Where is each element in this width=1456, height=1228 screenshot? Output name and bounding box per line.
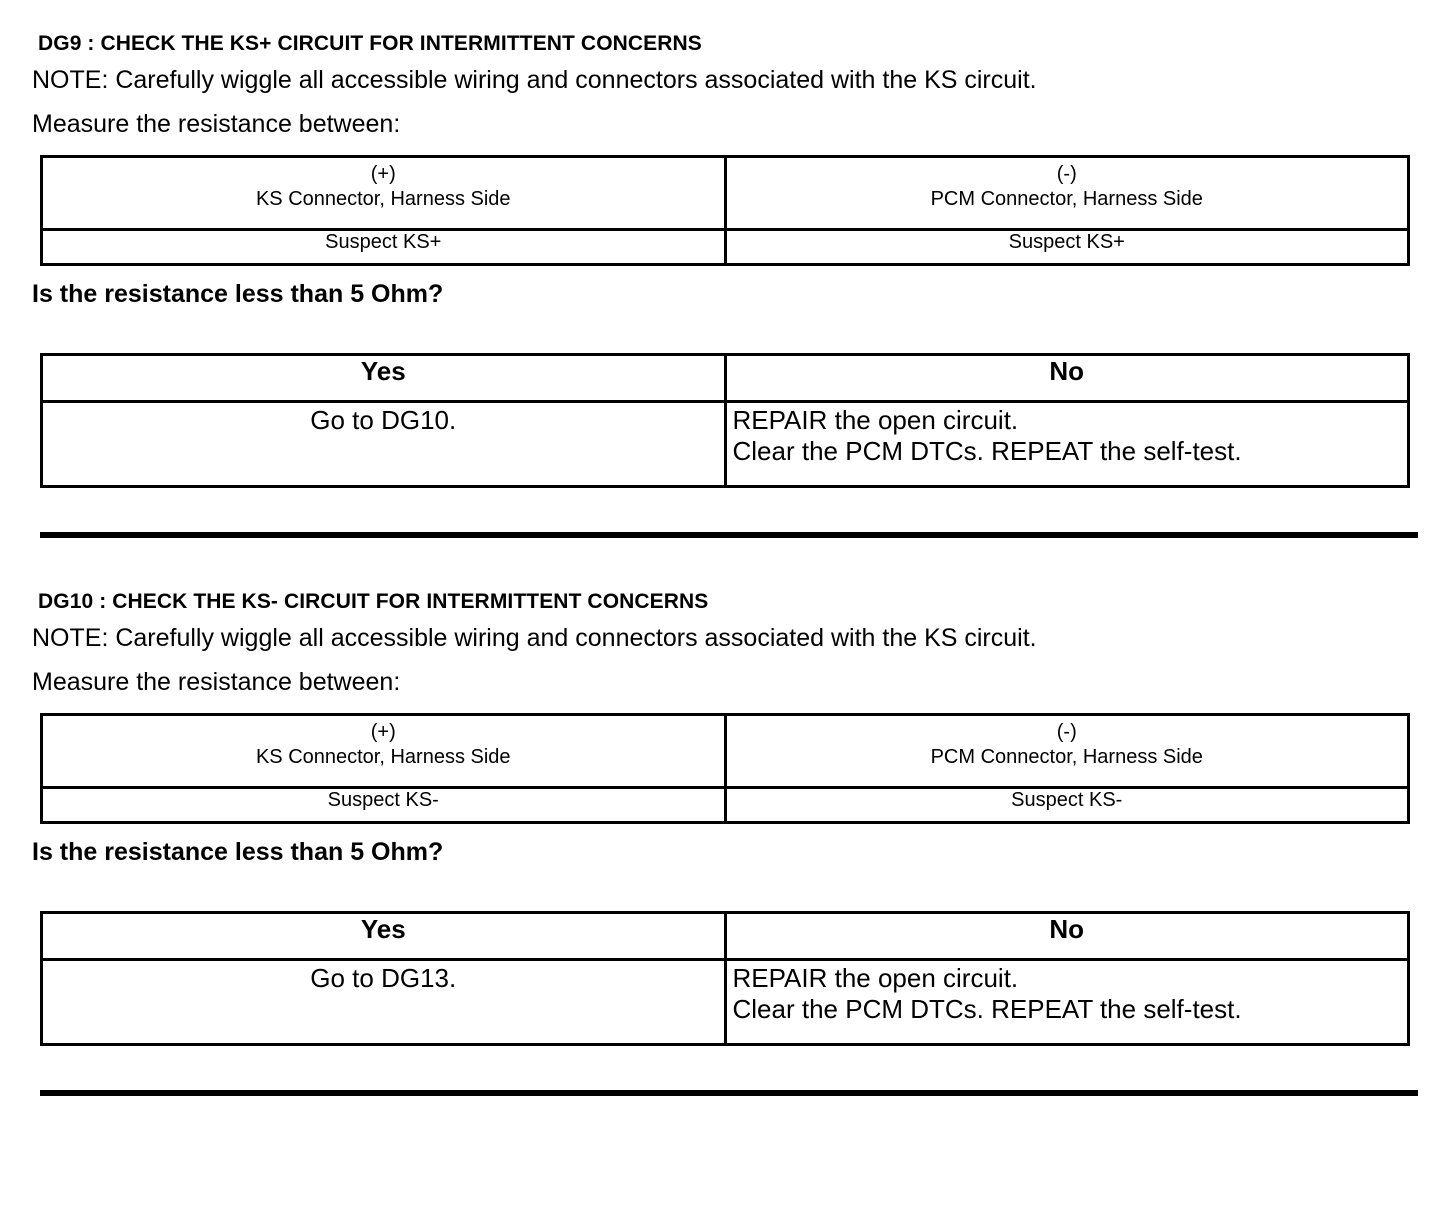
no-header-cell bbox=[725, 355, 1409, 402]
yes-action-cell bbox=[42, 960, 726, 1045]
no-action-line-1: REPAIR the open circuit. bbox=[732, 963, 1019, 993]
positive-connector-label: KS Connector, Harness Side bbox=[255, 746, 511, 768]
negative-terminal-cell bbox=[725, 715, 1409, 788]
yes-action-text: Go to DG13. bbox=[310, 963, 457, 993]
no-action-line-2: Clear the PCM DTCs. REPEAT the self-test. bbox=[732, 435, 1242, 466]
table-row bbox=[42, 355, 1409, 402]
table-row bbox=[42, 788, 1409, 823]
measurement-table bbox=[40, 155, 1410, 266]
negative-connector-label: PCM Connector, Harness Side bbox=[930, 188, 1203, 210]
no-header-label: No bbox=[1049, 914, 1085, 944]
diagnostic-step-dg10 bbox=[32, 590, 1416, 1096]
no-header-label: No bbox=[1049, 356, 1085, 386]
negative-circuit-value: Suspect KS+ bbox=[1008, 231, 1125, 253]
negative-circuit-cell bbox=[725, 230, 1409, 265]
no-action-line-1: REPAIR the open circuit. bbox=[732, 405, 1019, 435]
positive-connector-label: KS Connector, Harness Side bbox=[255, 188, 511, 210]
yes-action-cell bbox=[42, 402, 726, 487]
measurement-table bbox=[40, 713, 1410, 824]
no-action-line-2: Clear the PCM DTCs. REPEAT the self-test. bbox=[732, 993, 1242, 1024]
decision-question: Is the resistance less than 5 Ohm? bbox=[32, 280, 444, 308]
yes-action-text: Go to DG10. bbox=[310, 405, 457, 435]
no-header-cell bbox=[725, 913, 1409, 960]
negative-sign-label: (-) bbox=[1056, 163, 1077, 185]
step-title: DG10 : CHECK THE KS- CIRCUIT FOR INTERMITTENT CONCERNS bbox=[38, 590, 709, 613]
positive-circuit-value: Suspect KS+ bbox=[325, 231, 442, 253]
no-action-cell bbox=[725, 402, 1409, 487]
section-divider bbox=[40, 1090, 1418, 1096]
positive-terminal-header bbox=[43, 158, 724, 228]
table-row bbox=[42, 715, 1409, 788]
positive-circuit-cell bbox=[42, 788, 726, 823]
no-action-text bbox=[727, 403, 1408, 485]
positive-terminal-header bbox=[43, 716, 724, 786]
positive-sign-label: (+) bbox=[370, 721, 396, 743]
step-title: DG9 : CHECK THE KS+ CIRCUIT FOR INTERMITTENT CONCERNS bbox=[38, 32, 702, 55]
positive-terminal-cell bbox=[42, 715, 726, 788]
decision-table bbox=[40, 911, 1410, 1046]
positive-circuit-cell bbox=[42, 230, 726, 265]
yes-header-cell bbox=[42, 355, 726, 402]
negative-circuit-value: Suspect KS- bbox=[1011, 789, 1123, 811]
step-note: NOTE: Carefully wiggle all accessible wiring and connectors associated with the KS circuit. bbox=[32, 66, 1037, 94]
positive-terminal-cell bbox=[42, 157, 726, 230]
spacer bbox=[32, 538, 1416, 586]
measure-instruction: Measure the resistance between: bbox=[32, 109, 401, 138]
negative-terminal-header bbox=[727, 158, 1408, 228]
table-row bbox=[42, 913, 1409, 960]
positive-sign-label: (+) bbox=[370, 163, 396, 185]
no-action-cell bbox=[725, 960, 1409, 1045]
measure-instruction: Measure the resistance between: bbox=[32, 667, 401, 696]
negative-sign-label: (-) bbox=[1056, 721, 1077, 743]
diagnostic-step-dg9 bbox=[32, 32, 1416, 586]
negative-terminal-header bbox=[727, 716, 1408, 786]
yes-header-label: Yes bbox=[360, 356, 406, 386]
step-note: NOTE: Carefully wiggle all accessible wiring and connectors associated with the KS circuit. bbox=[32, 624, 1037, 652]
yes-header-label: Yes bbox=[360, 914, 406, 944]
yes-header-cell bbox=[42, 913, 726, 960]
negative-terminal-cell bbox=[725, 157, 1409, 230]
table-row bbox=[42, 230, 1409, 265]
table-row bbox=[42, 157, 1409, 230]
decision-table bbox=[40, 353, 1410, 488]
table-row bbox=[42, 960, 1409, 1045]
negative-circuit-cell bbox=[725, 788, 1409, 823]
negative-connector-label: PCM Connector, Harness Side bbox=[930, 746, 1203, 768]
positive-circuit-value: Suspect KS- bbox=[327, 789, 439, 811]
table-row bbox=[42, 402, 1409, 487]
decision-question: Is the resistance less than 5 Ohm? bbox=[32, 838, 444, 866]
no-action-text bbox=[727, 961, 1408, 1043]
